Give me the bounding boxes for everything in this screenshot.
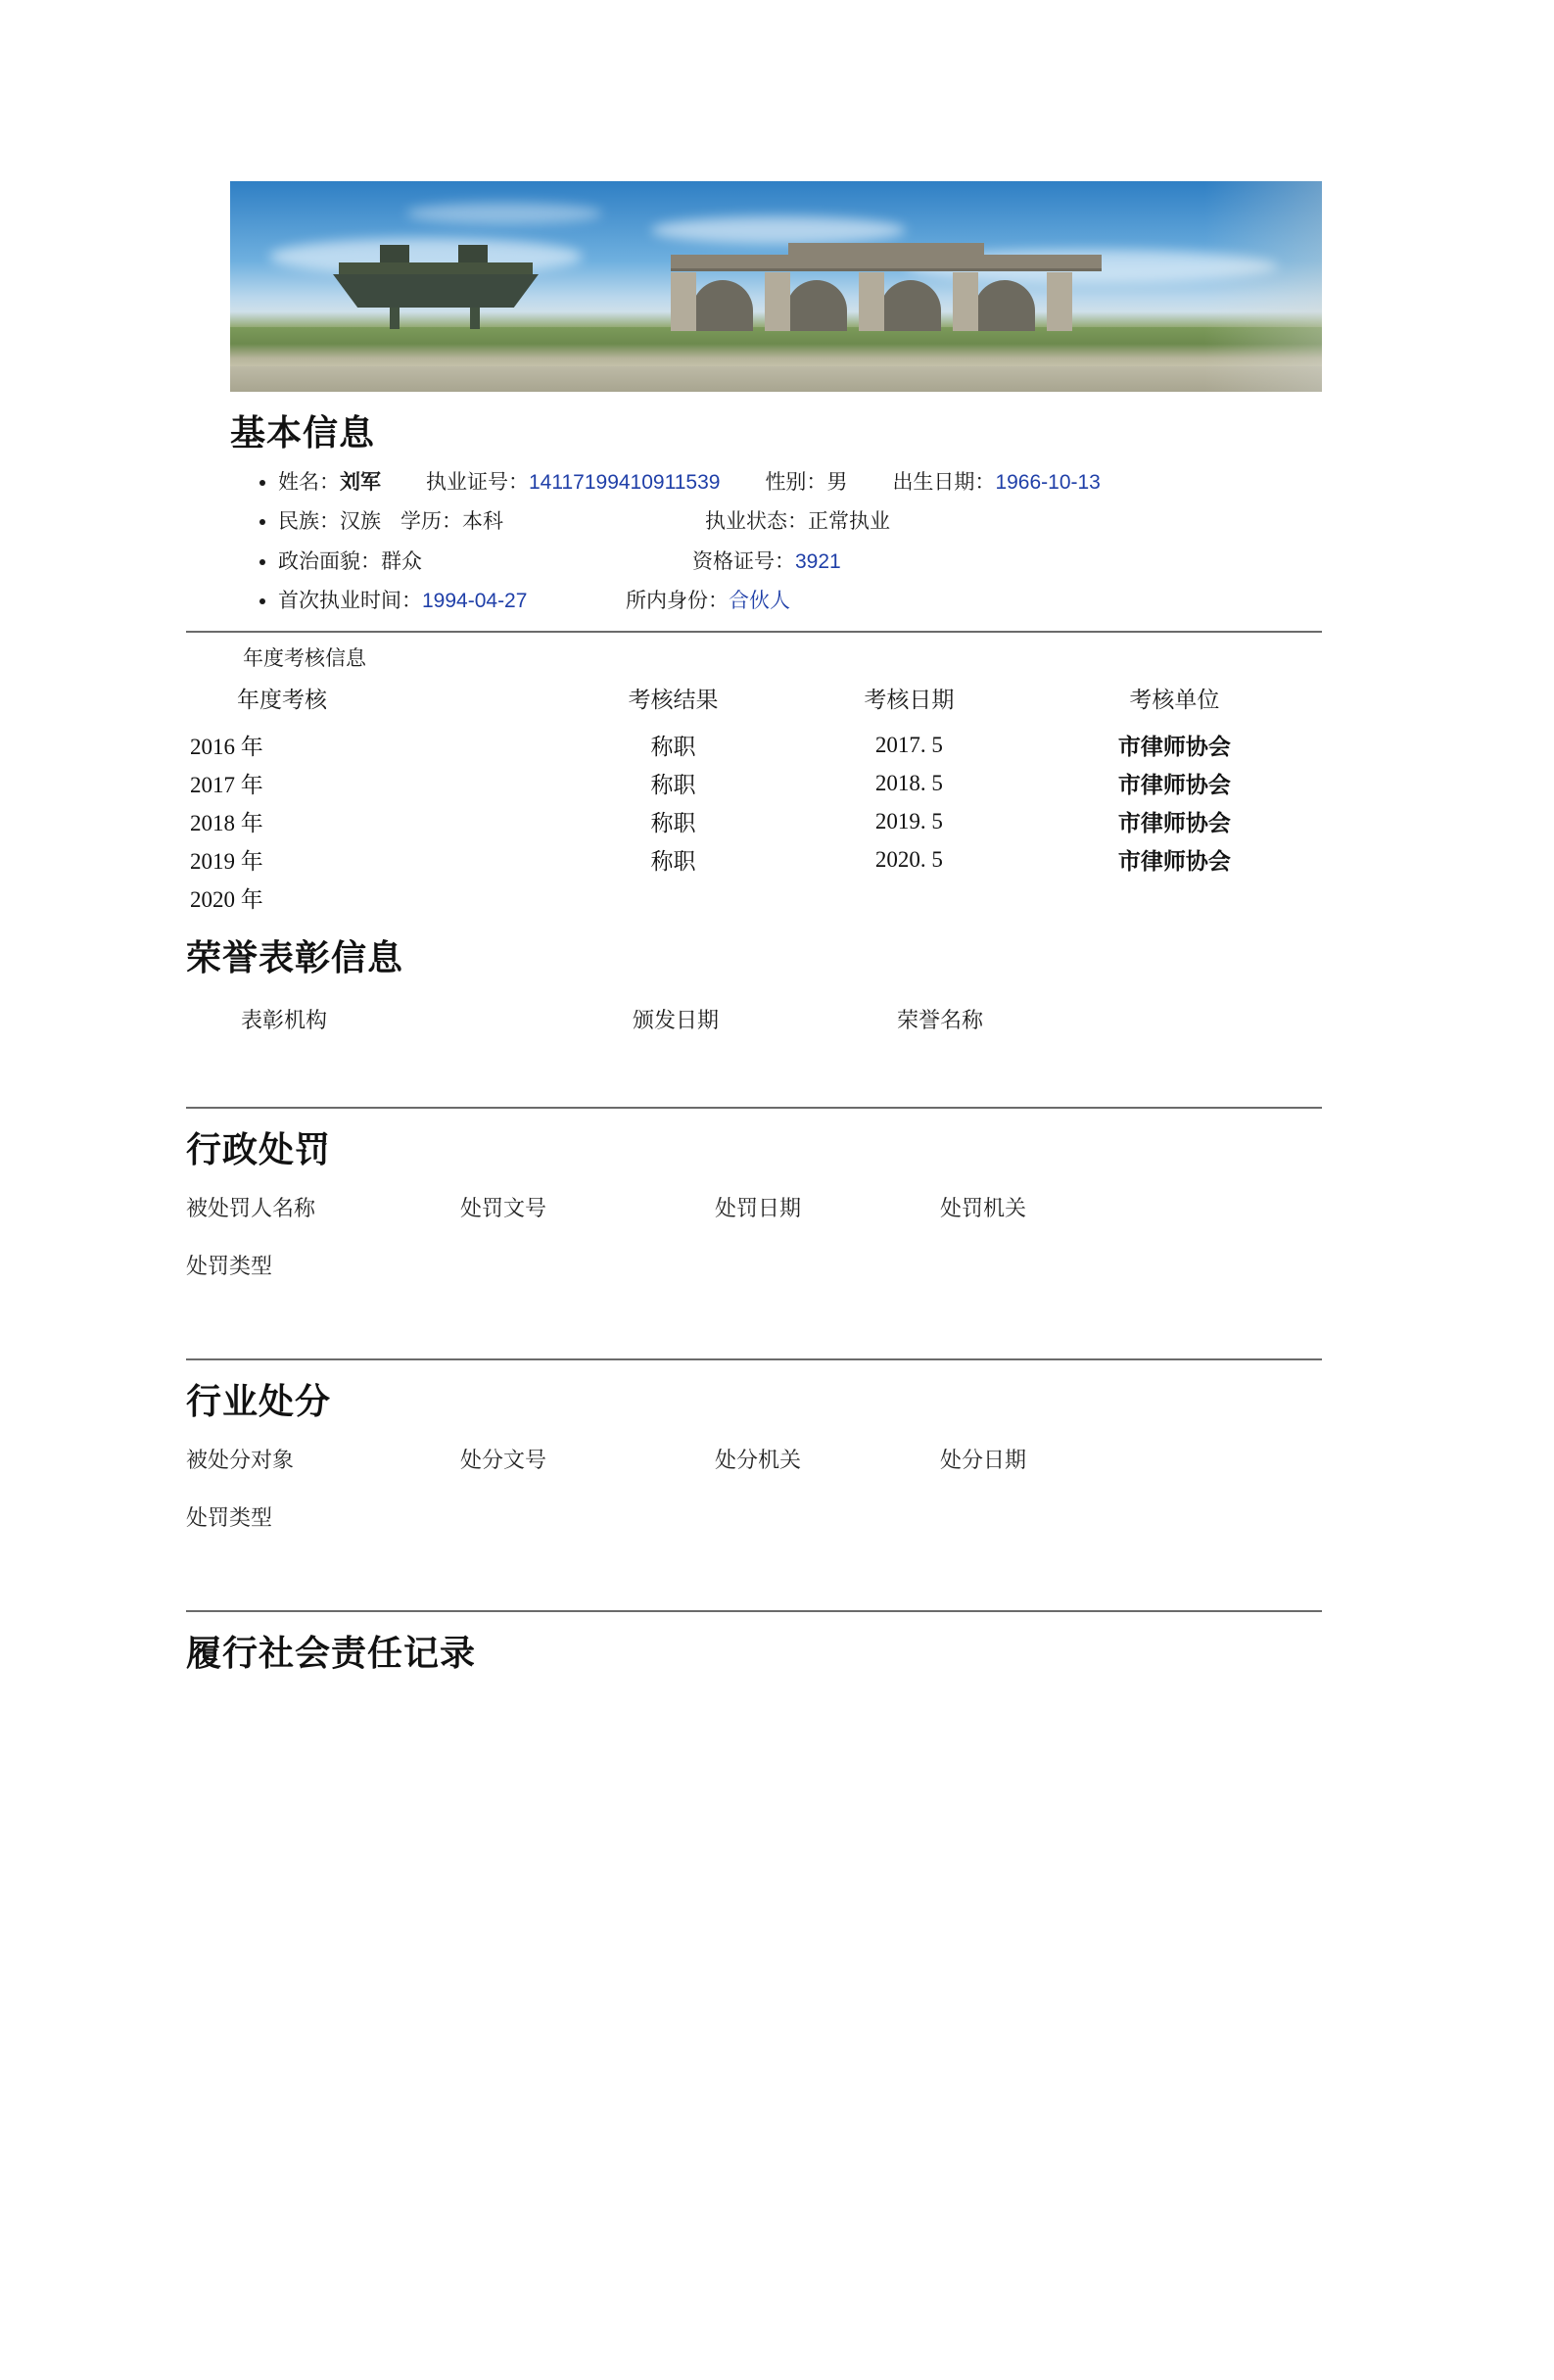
political-value: 群众 — [381, 549, 422, 573]
ethnic-label: 民族： — [278, 510, 340, 534]
column-header-date: 考核日期 — [864, 687, 955, 713]
cell-year: 2016 年 — [190, 735, 263, 760]
monument-knob — [458, 245, 488, 264]
cloud-icon — [651, 216, 906, 244]
honors-empty-body — [0, 1034, 1554, 1097]
banner-illustration — [230, 181, 1322, 392]
monument-leg — [470, 308, 480, 329]
cell-unit: 市律师协会 — [1117, 810, 1231, 836]
firm-role-value: 合伙人 — [729, 589, 790, 612]
table-header-row — [186, 674, 1322, 726]
name-label: 姓名： — [278, 471, 340, 494]
gate-arch — [974, 280, 1035, 331]
ethnic-value: 汉族 — [340, 510, 381, 534]
qualification-value: 3921 — [795, 549, 841, 573]
social-responsibility-empty-body — [0, 1684, 1554, 1731]
education-label: 学历： — [400, 510, 462, 534]
industry-discipline-header-row — [186, 1444, 1322, 1474]
firm-role-label: 所内身份： — [626, 589, 729, 612]
cell-result: 称职 — [650, 811, 696, 836]
gate-pier — [953, 272, 978, 331]
first-practice-label: 首次执业时间： — [278, 589, 422, 612]
column-header-penalty-type: 处罚类型 — [186, 1254, 273, 1279]
basic-info-list — [253, 463, 1554, 621]
birth-value: 1966-10-13 — [995, 471, 1101, 494]
name-value: 刘军 — [340, 471, 381, 494]
gate-pier — [1047, 272, 1072, 331]
divider — [186, 1610, 1322, 1612]
column-header-awarding-org: 表彰机构 — [241, 1008, 328, 1033]
header-banner-image — [230, 181, 1322, 392]
gender-value: 男 — [826, 471, 848, 494]
memorial-gate — [671, 255, 1102, 331]
gate-upper-roof — [788, 243, 984, 255]
cell-unit: 市律师协会 — [1117, 772, 1231, 798]
column-header-penalty-date: 处罚日期 — [715, 1196, 802, 1221]
cell-year: 2019 年 — [190, 849, 263, 875]
cloud-icon — [406, 203, 602, 224]
table-row — [186, 764, 1322, 802]
gate-roof — [671, 255, 1102, 268]
divider — [186, 1358, 1322, 1360]
first-practice-value: 1994-04-27 — [422, 589, 528, 612]
gate-arch — [692, 280, 753, 331]
section-title-basic-info: 基本信息 — [230, 412, 376, 452]
section-title-industry-discipline: 行业处分 — [186, 1381, 332, 1422]
political-label: 政治面貌： — [278, 549, 381, 573]
section-title-admin-penalty: 行政处罚 — [186, 1129, 332, 1170]
status-label: 执业状态： — [705, 510, 808, 534]
column-header-year: 年度考核 — [237, 687, 327, 713]
section-title-honors: 荣誉表彰信息 — [186, 937, 404, 978]
column-header-penalty-authority: 处罚机关 — [940, 1196, 1027, 1221]
gate-pier — [671, 272, 696, 331]
banner-edge-fade — [1204, 181, 1322, 392]
annual-review-table — [186, 674, 1322, 917]
cell-result: 称职 — [650, 849, 696, 875]
cell-date: 2017. 5 — [874, 732, 943, 757]
admin-penalty-empty-body — [0, 1280, 1554, 1349]
list-item — [278, 463, 1554, 502]
column-header-honor-name: 荣誉名称 — [897, 1008, 984, 1033]
cell-date: 2018. 5 — [874, 770, 943, 795]
gate-pier — [859, 272, 884, 331]
gate-pier — [765, 272, 790, 331]
column-header-award-date: 颁发日期 — [633, 1008, 720, 1033]
column-header-discipline-type: 处罚类型 — [186, 1505, 273, 1531]
cell-year: 2020 年 — [190, 887, 263, 913]
birth-label: 出生日期： — [892, 471, 996, 494]
column-header-discipline-authority: 处分机关 — [715, 1448, 802, 1473]
column-header-unit: 考核单位 — [1129, 687, 1220, 713]
monument-body — [333, 274, 539, 308]
column-header-penalized-name: 被处罚人名称 — [186, 1196, 316, 1221]
monument-leg — [390, 308, 400, 329]
cell-unit: 市律师协会 — [1117, 848, 1231, 875]
cell-result — [555, 879, 791, 917]
qualification-label: 资格证号： — [692, 549, 795, 573]
status-value: 正常执业 — [808, 510, 890, 534]
column-header-discipline-date: 处分日期 — [940, 1448, 1027, 1473]
divider — [186, 1107, 1322, 1109]
license-value: 14117199410911539 — [529, 471, 721, 494]
admin-penalty-header-row — [186, 1192, 1322, 1222]
monument-sculpture — [333, 257, 539, 327]
cell-date: 2019. 5 — [874, 808, 943, 833]
section-title-social-responsibility: 履行社会责任记录 — [186, 1633, 477, 1674]
cell-date: 2020. 5 — [874, 846, 943, 872]
subsection-title-annual-review: 年度考核信息 — [243, 647, 366, 671]
cell-date — [791, 879, 1027, 917]
license-label: 执业证号： — [426, 471, 529, 494]
gender-label: 性别： — [765, 471, 827, 494]
honors-table-header — [186, 1004, 1322, 1034]
cell-year: 2018 年 — [190, 811, 263, 836]
monument-knob — [380, 245, 409, 264]
table-row — [186, 802, 1322, 840]
column-header-penalty-doc-no: 处罚文号 — [460, 1196, 547, 1221]
column-header-discipline-doc-no: 处分文号 — [460, 1448, 547, 1473]
cell-unit: 市律师协会 — [1117, 734, 1231, 760]
column-header-result: 考核结果 — [628, 687, 719, 713]
cell-unit — [1027, 879, 1322, 917]
table-row — [186, 840, 1322, 879]
cell-result: 称职 — [650, 735, 696, 760]
list-item — [278, 543, 1554, 582]
table-row — [186, 879, 1322, 917]
road-area — [230, 366, 1322, 392]
gate-arch — [786, 280, 847, 331]
divider — [186, 631, 1322, 633]
education-value: 本科 — [462, 510, 503, 534]
column-header-disciplined-subject: 被处分对象 — [186, 1448, 295, 1473]
cell-year: 2017 年 — [190, 773, 263, 798]
list-item — [278, 582, 1554, 621]
gate-arch — [880, 280, 941, 331]
list-item — [278, 502, 1554, 542]
table-row — [186, 726, 1322, 764]
cell-result: 称职 — [650, 773, 696, 798]
document-page — [0, 181, 1554, 2380]
industry-discipline-empty-body — [0, 1532, 1554, 1600]
